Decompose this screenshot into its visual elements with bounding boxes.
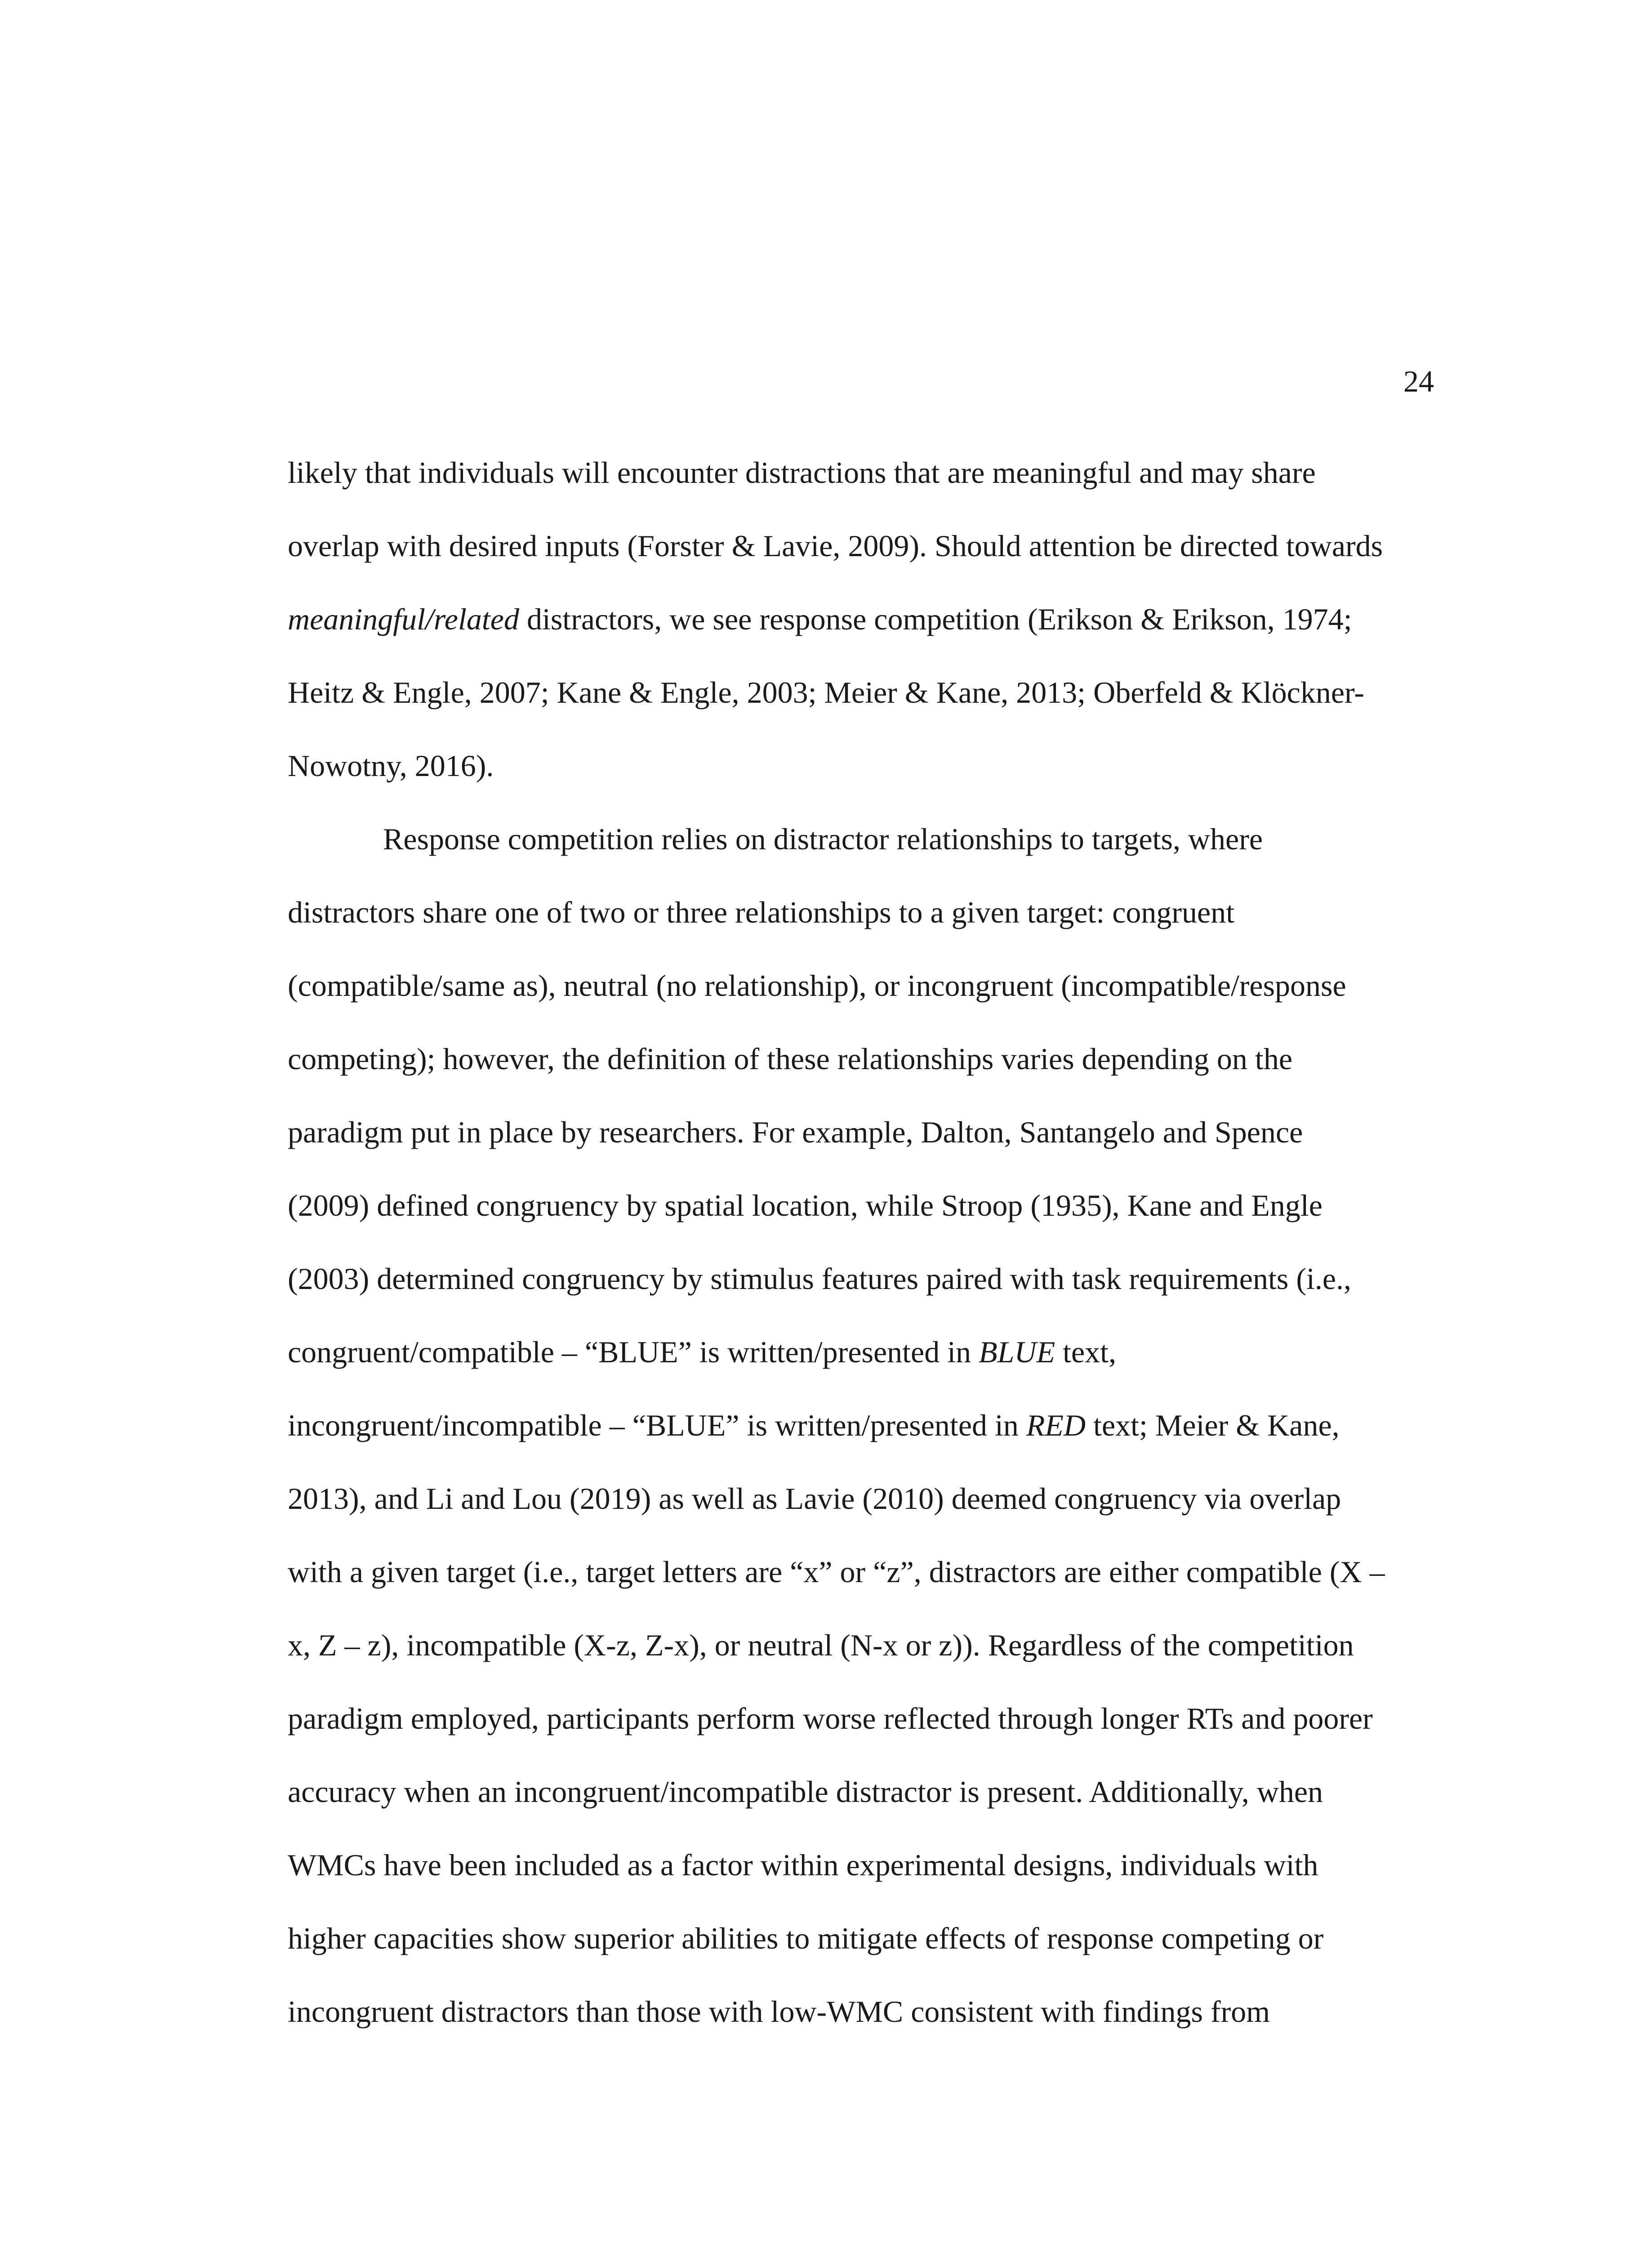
italic-term: BLUE: [979, 1335, 1055, 1369]
text-line: paradigm put in place by researchers. For example, Dalton, Santangelo and Spence: [288, 1115, 1303, 1149]
text-line: x, Z – z), incompatible (X-z, Z-x), or neutral (N-x or z)). Regardless of the competition: [288, 1628, 1354, 1662]
text-line: accuracy when an incongruent/incompatible distractor is present. Additionally, when: [288, 1775, 1323, 1809]
text-line: (2003) determined congruency by stimulus features paired with task requirements (i.e.,: [288, 1262, 1352, 1296]
paragraph-first-line: Response competition relies on distractor relationships to targets, where: [383, 822, 1263, 856]
text-line: distractors share one of two or three relationships to a given target: congruent: [288, 895, 1235, 929]
text-line: likely that individuals will encounter distractions that are meaningful and may share: [288, 455, 1316, 490]
body-text: [288, 436, 1438, 2048]
text-line: higher capacities show superior abilities to mitigate effects of response competing or: [288, 1921, 1324, 1955]
text-line: (compatible/same as), neutral (no relationship), or incongruent (incompatible/response: [288, 968, 1346, 1003]
italic-term: meaningful/related: [288, 602, 519, 636]
text-line: paradigm employed, participants perform worse reflected through longer RTs and poorer: [288, 1701, 1373, 1735]
text-line: WMCs have been included as a factor within experimental designs, individuals with: [288, 1848, 1318, 1882]
italic-term: RED: [1026, 1408, 1086, 1442]
text-line: Nowotny, 2016).: [288, 749, 494, 783]
text-line: incongruent/incompatible – “BLUE” is written/presented in RED text; Meier & Kane,: [288, 1408, 1340, 1442]
text-line: meaningful/related distractors, we see response competition (Erikson & Erikson, 1974;: [288, 602, 1352, 636]
text-line: Heitz & Engle, 2007; Kane & Engle, 2003; Meier & Kane, 2013; Oberfeld & Klöckner-: [288, 675, 1364, 709]
page-number: 24: [1403, 364, 1434, 398]
text-line: congruent/compatible – “BLUE” is written/presented in BLUE text,: [288, 1335, 1117, 1369]
text-line: incongruent distractors than those with low-WMC consistent with findings from: [288, 1994, 1270, 2029]
text-line: overlap with desired inputs (Forster & Lavie, 2009). Should attention be directed towards: [288, 529, 1383, 563]
text-line: 2013), and Li and Lou (2019) as well as Lavie (2010) deemed congruency via overlap: [288, 1481, 1341, 1516]
text-line: competing); however, the definition of these relationships varies depending on the: [288, 1042, 1293, 1076]
text-line: with a given target (i.e., target letters are “x” or “z”, distractors are either compatible (X –: [288, 1555, 1385, 1589]
text-line: (2009) defined congruency by spatial location, while Stroop (1935), Kane and Engle: [288, 1188, 1322, 1222]
